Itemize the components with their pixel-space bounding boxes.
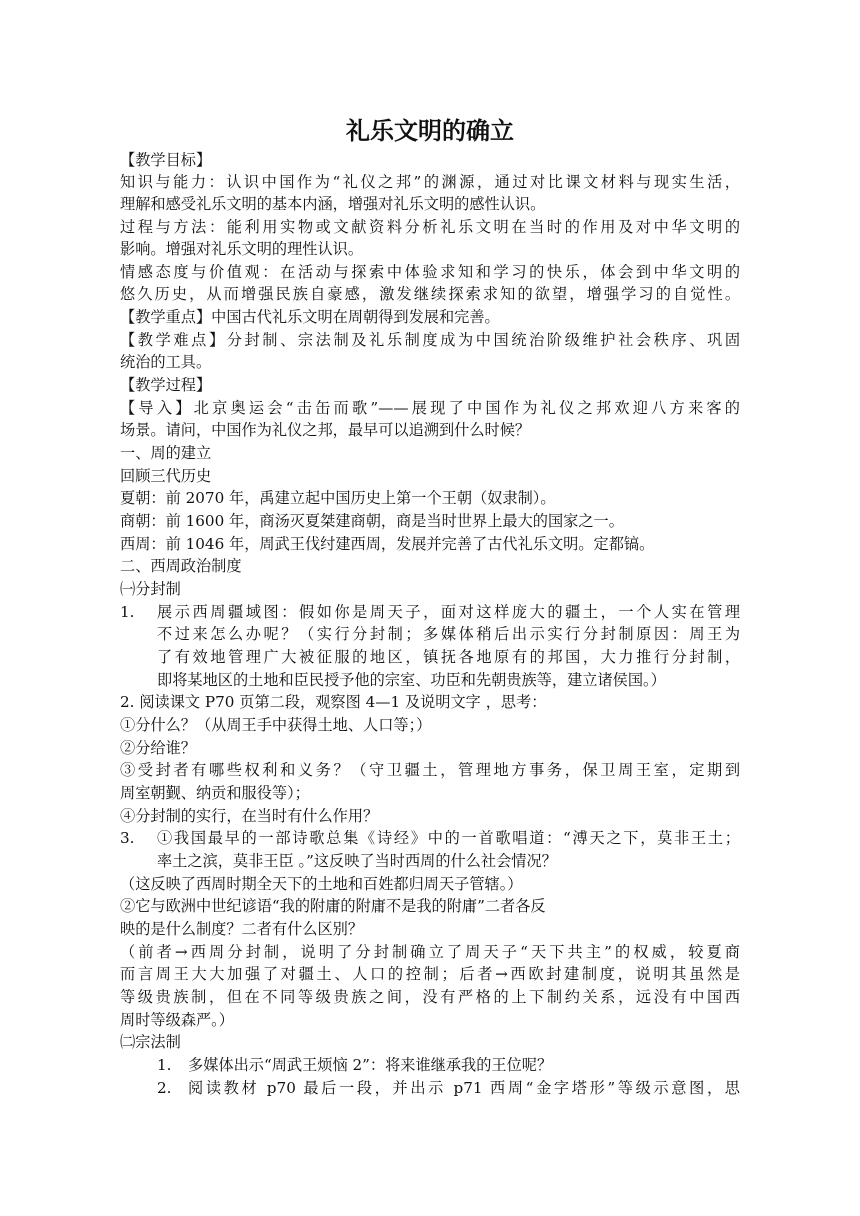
section-heading-difficulty: 【教学难点】分封制、宗法制及礼乐制度成为中国统治阶级维护社会秩序、巩固 (120, 331, 740, 349)
text-line: 西周：前 1046 年，周武王伐纣建西周，发展并完善了古代礼乐文明。定都镐。 (120, 535, 655, 553)
list-item: 2. 阅读课文 P70 页第二段，观察图 4—1 及说明文字 ，思考： (120, 693, 547, 711)
list-item: ①我国最早的一部诗歌总集《诗经》中的一首歌唱道：“溥天之下，莫非王土； (157, 829, 740, 847)
page-title: 礼乐文明的确立 (346, 117, 514, 145)
text-line: 【导入】北京奥运会“击缶而歌”——展现了中国作为礼仪之邦欢迎八方来客的 (120, 399, 740, 417)
text-line: ③受封者有哪些权利和义务？（守卫疆土，管理地方事务，保卫周王室，定期到 (120, 761, 740, 779)
text-line: 等级贵族制，但在不同等级贵族之间，没有严格的上下制约关系，远没有中国西 (120, 988, 740, 1006)
list-number: 1. (157, 1056, 172, 1074)
text-line: 商朝：前 1600 年，商汤灭夏桀建商朝，商是当时世界上最大的国家之一。 (120, 512, 624, 530)
text-line: 过程与方法：能利用实物或文献资料分析礼乐文明在当时的作用及对中华文明的 (120, 218, 740, 236)
text-line: 率土之滨，莫非王臣 。”这反映了当时西周的什么社会情况？ (157, 852, 557, 870)
section-heading-key-point: 【教学重点】中国古代礼乐文明在周朝得到发展和完善。 (120, 308, 500, 326)
list-item: 展示西周疆域图：假如你是周天子，面对这样庞大的疆土，一个人实在管理 (157, 603, 740, 621)
text-line: 映的是什么制度？二者有什么区别？ (120, 920, 363, 938)
text-line: 周室朝觐、纳贡和服役等）； (120, 784, 310, 802)
section-heading-zhou: 一、周的建立 (120, 444, 212, 462)
text-line: 不过来怎么办呢？（实行分封制；多媒体稍后出示实行分封制原因：周王为 (157, 625, 740, 643)
text-line: 回顾三代历史 (120, 467, 212, 485)
list-number: 3. (120, 829, 135, 847)
text-line: ①分什么？（从周王手中获得土地、人口等；） (120, 716, 432, 734)
text-line: 悠久历史，从而增强民族自豪感，激发继续探索求知的欲望，增强学习的自觉性。 (120, 285, 740, 303)
list-number: 2. (157, 1079, 172, 1097)
section-heading-process: 【教学过程】 (120, 376, 212, 394)
list-item: 阅读教材 p70 最后一段，并出示 p71 西周“金字塔形”等级示意图，思 (188, 1079, 740, 1097)
text-line: ②它与欧洲中世纪谚语“我的附庸的附庸不是我的附庸”二者各反 (120, 897, 546, 915)
text-line: 即将某地区的土地和臣民授予他的宗室、功臣和先朝贵族等，建立诸侯国。） (157, 671, 666, 689)
text-line: 影响。增强对礼乐文明的理性认识。 (120, 240, 363, 258)
text-line: 了有效地管理广大被征服的地区，镇抚各地原有的邦国，大力推行分封制， (157, 648, 740, 666)
section-heading-objectives: 【教学目标】 (120, 151, 212, 169)
text-line: 夏朝：前 2070 年，禹建立起中国历史上第一个王朝（奴隶制）。 (120, 489, 556, 507)
text-line: （这反映了西周时期全天下的土地和百姓都归周天子管辖。） (120, 875, 523, 893)
text-line: 周时等级森严。） (120, 1011, 234, 1029)
subsection-heading-fenfeng: ㈠分封制 (120, 580, 181, 598)
section-heading-politics: 二、西周政治制度 (120, 557, 242, 575)
subsection-heading-zongfa: ㈡宗法制 (120, 1033, 181, 1051)
text-line: （前者→西周分封制，说明了分封制确立了周天子“天下共主”的权威，较夏商 (120, 943, 740, 961)
text-line: 而言周王大大加强了对疆土、人口的控制；后者→西欧封建制度，说明其虽然是 (120, 965, 740, 983)
text-line: 场景。请问，中国作为礼仪之邦，最早可以追溯到什么时候？ (120, 421, 531, 439)
text-line: 统治的工具。 (120, 353, 212, 371)
text-line: ②分给谁？ (120, 739, 196, 757)
text-line: 知识与能力：认识中国作为“礼仪之邦”的渊源，通过对比课文材料与现实生活， (120, 173, 740, 191)
text-line: ④分封制的实行，在当时有什么作用？ (120, 807, 379, 825)
list-item: 多媒体出示“周武王烦恼 2”：将来谁继承我的王位呢？ (188, 1056, 553, 1074)
list-number: 1. (120, 603, 135, 621)
text-line: 理解和感受礼乐文明的基本内涵，增强对礼乐文明的感性认识。 (120, 195, 546, 213)
text-line: 情感态度与价值观：在活动与探索中体验求知和学习的快乐，体会到中华文明的 (120, 263, 740, 281)
